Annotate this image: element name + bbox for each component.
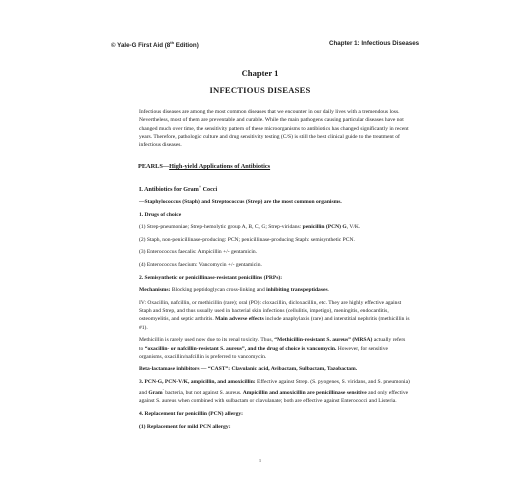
drug-item-2: (2) Staph, non-penicillinase-producing: PCN; penicillinase-producing Staph: semisynthetic PCN.	[139, 236, 355, 243]
drug-item-1-text: (1) Strep-pneumoniae; Strep-hemolytic group A, B, C, G; Strep-viridans:	[139, 224, 303, 231]
section-heading-text: I. Antibiotics for Gram	[139, 187, 199, 194]
chapter-label: Chapter 1	[241, 68, 279, 78]
pearls-label: PEARLS	[138, 163, 163, 170]
header-left-superscript: th	[170, 40, 175, 45]
replacement-subheading: (1) Replacement for mild PCN allergy:	[139, 423, 231, 430]
page-number: 1	[258, 458, 262, 463]
organisms-note: —Staphylococcus (Staph) and Streptococcus (Strep) are the most common organisms.	[139, 199, 342, 205]
drug-item-1-bold: penicillin (PCN) G	[302, 224, 347, 231]
drug-item-3: (3) Enterococcus faecalis: Ampicillin +/- gentamicin.	[139, 249, 258, 256]
mechanisms-label: Mechanisms:	[139, 287, 171, 294]
methicillin-paragraph	[139, 336, 411, 361]
prp-heading: 2. Semisynthetic or penicillinase-resistant penicillins (PRPs):	[139, 274, 283, 281]
iv-text: IV: Oxacillin, nafcillin, or methicillin (rare); oral (PO): cloxacillin, dicloxacillin, etc. They are highly effective against Staph and Strep, and thus usually used in bacterial skin infections (cellulitis, impetigo), meningitis, endocarditis, osteomyelitis, and septic arthritis.	[139, 299, 402, 323]
mechanisms-text: Blocking peptidoglycan cross-linking and	[170, 287, 267, 294]
drugs-of-choice-heading: 1. Drugs of choice	[139, 211, 182, 218]
intro-paragraph: Infectious diseases are among the most common diseases that we encounter in our daily lives with a tremendous loss. Nevertheless, most of them are preventable and curable. While the main pathogens causing particular diseases have not changed much over time, the sensitivity pattern of these microorganisms to antibiotics has changed significantly in recent years. Therefore, pathologic culture and drug sensitivity testing (C/S) is still the best clinical guide to the treatment of infectious diseases.	[139, 109, 409, 149]
chapter-title: INFECTIOUS DISEASES	[209, 85, 311, 95]
mechanisms-end: .	[327, 287, 329, 294]
pcn-paragraph	[139, 378, 411, 406]
pearls-title: High-yield Applications of Antibiotics	[169, 163, 271, 170]
pearls-dash: —	[162, 163, 170, 170]
meth-text-c: actually refers to	[139, 337, 406, 352]
section-heading-tail: Cocci	[201, 187, 218, 194]
running-header-right: Chapter 1: Infectious Diseases	[329, 40, 420, 47]
meth-bold-d: “oxacillin- or nafcillin-resistant S. aureus”, and the drug of choice is vancomycin.	[144, 345, 337, 352]
replacement-heading: 4. Replacement for penicillin (PCN) allergy:	[139, 411, 244, 418]
iv-bold: Main adverse effects	[215, 316, 264, 323]
section-body	[139, 198, 411, 435]
pcn-text-b: Effective against Strep. (S. pyogenes, S. viridans, and S. pneumonia) and	[139, 379, 410, 397]
drug-item-1	[139, 223, 411, 231]
header-left-suffix: Edition)	[174, 42, 199, 50]
running-header-left	[111, 40, 199, 49]
pcn-text-d: bacteria, but not against S. aureus.	[163, 390, 243, 397]
pcn-gram: Gram	[148, 390, 163, 397]
pcn-bold-e: Ampicillin and amoxicillin are penicillinase sensitive	[242, 390, 367, 397]
beta-lactamase-line: Beta-lactamase inhibitors — “CAST”: Clavulanic acid, Avibactam, Sulbactam, Tazobactam.	[139, 366, 358, 373]
meth-text-a: Methicillin is rarely used now due to its renal toxicity. Thus,	[139, 337, 275, 344]
meth-bold-b: “Methicillin-resistant S. aureus” (MRSA)	[274, 337, 373, 344]
header-left-prefix: © Yale-G First Aid (8	[111, 42, 171, 50]
meth-text-e: However, for sensitive organisms, oxacillin/nafcillin is preferred to vancomycin.	[139, 345, 388, 360]
mechanisms-line	[139, 286, 411, 294]
iv-end: include anaphylaxis (rare) and interstitial nephritis (methicillin is #1).	[139, 316, 410, 331]
pcn-heading: 3. PCN-G, PCN-V/K, ampicillin, and amoxicillin:	[139, 379, 256, 386]
mechanisms-bold: inhibiting transpeptidases	[266, 287, 328, 294]
pcn-text-f: and only effective against S. aureus when combined with sulbactam or clavulanate; both are effective against Enterococci and Listeria.	[139, 390, 409, 405]
pearls-heading	[138, 163, 270, 170]
drug-item-1-end: , V/K.	[346, 224, 361, 231]
pcn-gram-superscript: -	[162, 387, 164, 393]
section-heading	[139, 184, 217, 193]
section-heading-superscript: +	[198, 184, 202, 189]
drug-item-4: (4) Enterococcus faecium: Vancomycin +/- gentamicin.	[139, 261, 262, 268]
iv-paragraph	[139, 299, 411, 332]
